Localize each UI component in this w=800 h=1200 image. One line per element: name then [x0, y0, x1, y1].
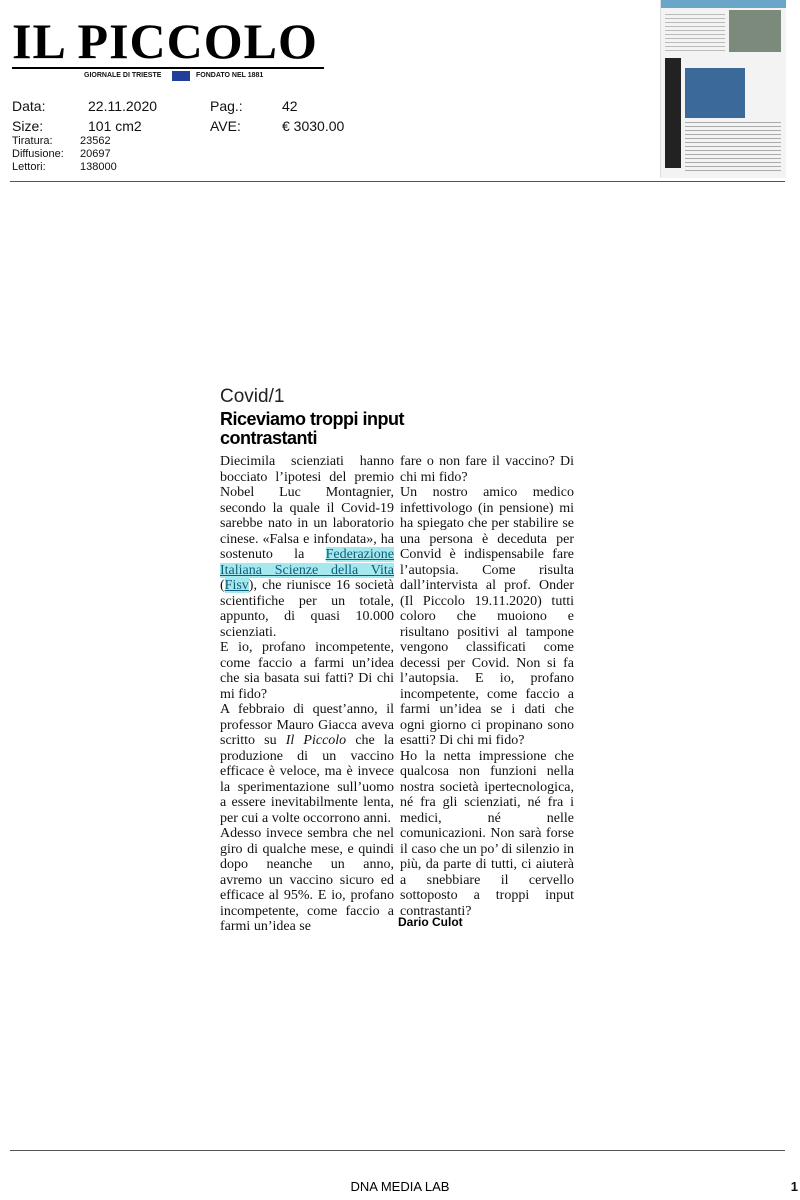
- circulation-metadata: [12, 135, 212, 174]
- paragraph: fare o non fare il vaccino? Di chi mi fido?: [400, 454, 574, 485]
- paragraph: Diecimila scienziati hanno bocciato l’ipotesi del premio Nobel Luc Montagnier, secondo la quale il Covid-19 sarebbe nato in un laboratorio cinese. «Falsa e infondata», ha sostenuto la Federazione Italiana Scienze della Vita (Fisv), che riunisce 16 società scientifiche per un totale, appunto, di quasi 10.000 scienziati.: [220, 454, 394, 640]
- masthead-subtitle-bar: [12, 67, 324, 82]
- size-value: 101 cm2: [88, 118, 142, 134]
- paragraph: Un nostro amico medico infettivologo (in pensione) mi ha spiegato che per stabilire se una persona è deceduta per Convid è indispensabile fare l’autopsia. Come risulta dall’intervista al prof. Onder (Il Piccolo 19.11.2020) tutti coloro che muoiono e risultano positivi al tampone vengono classificati come decessi per Covid. Non si fa l’autopsia. E io, profano incompetente, come faccio a farmi un’idea se i dati che ogni giorno ci propinano sono esatti? Di chi mi fido?: [400, 485, 574, 748]
- data-value: 22.11.2020: [88, 98, 158, 114]
- paragraph: Ho la netta impressione che qualcosa non funzioni nella nostra società ipertecnologica, né fra gli scienziati, né fra i medici, né nelle comunicazioni. Non sarà forse il caso che un po’ di silenzio in più, da parte di tutti, ci aiuterà a snebbiare il cervello sottoposto a troppi input contrastanti?: [400, 748, 574, 919]
- article-author: Dario Culot: [398, 915, 463, 929]
- article-column-2: [400, 454, 574, 919]
- masthead-subtitle-left: GIORNALE DI TRIESTE: [84, 72, 162, 79]
- header-divider: [10, 181, 785, 182]
- footer-brand: DNA MEDIA LAB: [350, 1179, 450, 1194]
- thumbnail-photo-main: [685, 68, 745, 118]
- thumbnail-text-block: [665, 14, 725, 54]
- paragraph: Adesso invece sembra che nel giro di qualche mese, e quindi dopo neanche un anno, avremo un vaccino sicuro ed efficace al 95%. E io, profano incompetente, come faccio a farmi un’idea se: [220, 826, 394, 934]
- tiratura-value: 23562: [80, 135, 111, 147]
- paragraph: A febbraio di quest’anno, il professor Mauro Giacca aveva scritto su Il Piccolo che la produzione di un vaccino efficace è veloce, ma è invece la sperimentazione sull’uomo a essere inevitabilmente lenta, per cui a volte occorrono anni.: [220, 702, 394, 826]
- highlighted-organization-link[interactable]: Federazione Italiana Scienze della Vita: [220, 547, 394, 578]
- highlighted-organization-abbr-link[interactable]: Fisv: [224, 578, 249, 593]
- page-thumbnail: [660, 0, 786, 178]
- diffusione-value: 20697: [80, 148, 111, 160]
- ave-label: AVE:: [210, 118, 241, 134]
- thumbnail-sidebar: [665, 58, 681, 168]
- page-number: 1: [790, 1179, 798, 1194]
- article-headline: Riceviamo troppi input contrastanti: [220, 409, 405, 448]
- tiratura-label: Tiratura:: [12, 135, 53, 147]
- clipping-metadata: [12, 96, 392, 136]
- footer-divider: [10, 1150, 785, 1151]
- diffusione-label: Diffusione:: [12, 148, 64, 160]
- article-column-1: [220, 454, 394, 935]
- data-label: Data:: [12, 98, 46, 114]
- lettori-label: Lettori:: [12, 161, 46, 173]
- size-label: Size:: [12, 118, 44, 134]
- thumbnail-text-block: [685, 122, 781, 172]
- eu-flag-icon: [172, 71, 190, 81]
- pag-value: 42: [282, 98, 298, 114]
- thumbnail-header: [661, 0, 786, 8]
- masthead-subtitle-right: FONDATO NEL 1881: [196, 72, 264, 79]
- thumbnail-photo: [729, 10, 781, 52]
- paragraph: E io, profano incompetente, come faccio a farmi un’idea che sia basata sui fatti? Di chi mi fido?: [220, 640, 394, 702]
- newspaper-logo: IL PICCOLO: [12, 13, 318, 69]
- ave-value: € 3030.00: [282, 118, 345, 134]
- article-kicker: Covid/1: [220, 386, 285, 407]
- pag-label: Pag.:: [210, 98, 243, 114]
- lettori-value: 138000: [80, 161, 117, 173]
